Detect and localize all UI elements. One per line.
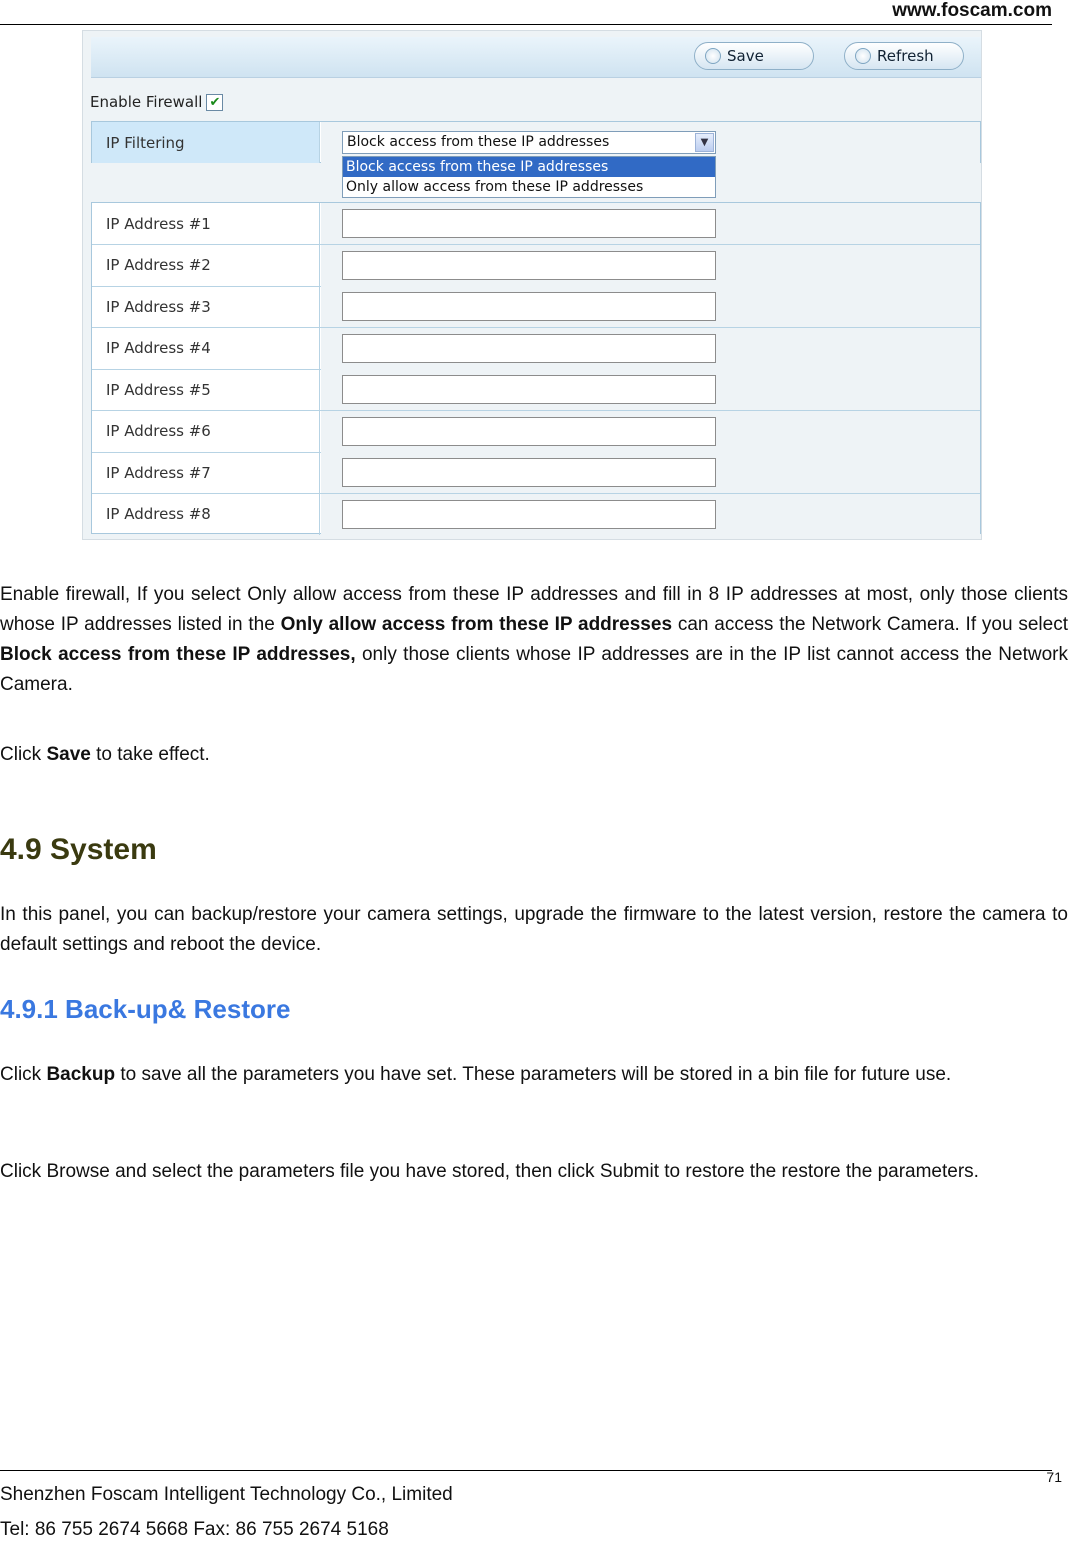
firewall-paragraph: Enable firewall, If you select Only allow access from these IP addresses and fill in 8 IP addresses at most, only those clients whose IP addresses listed in the Only allow access from these IP addresses can access the Network Camera. If you select Block access from these IP addresses, only those clients whose IP addresses are in the IP list cannot access the Network Camera. — [0, 584, 1068, 695]
section-heading: 4.9 System — [0, 833, 157, 866]
ip-address-row — [92, 452, 980, 494]
ip-address-row — [92, 286, 980, 328]
ip-address-table — [91, 202, 981, 534]
system-intro-paragraph: In this panel, you can backup/restore your camera settings, upgrade the firmware to the latest version, restore the camera to default settings and reboot the device. — [0, 904, 1068, 955]
ip-address-label: IP Address #5 — [92, 369, 320, 410]
ip-address-input-8[interactable] — [342, 500, 716, 529]
ip-address-input-3[interactable] — [342, 292, 716, 321]
ip-address-input-1[interactable] — [342, 209, 716, 238]
ip-address-label: IP Address #7 — [92, 452, 320, 493]
refresh-icon — [855, 48, 871, 64]
ip-address-row — [92, 328, 980, 370]
ip-address-input-6[interactable] — [342, 417, 716, 446]
ip-address-row — [92, 245, 980, 287]
ip-address-input-2[interactable] — [342, 251, 716, 280]
firewall-settings-screenshot — [82, 30, 982, 540]
ip-filtering-dropdown — [342, 156, 716, 198]
ip-address-label: IP Address #6 — [92, 411, 320, 452]
option-only-allow[interactable]: Only allow access from these IP addresses — [346, 179, 644, 195]
ip-address-input-5[interactable] — [342, 375, 716, 404]
ip-address-row — [92, 203, 980, 245]
page-number: 71 — [1046, 1469, 1062, 1485]
option-block[interactable]: Block access from these IP addresses — [343, 157, 715, 177]
header-rule — [0, 24, 1052, 25]
ip-address-label: IP Address #2 — [92, 245, 320, 286]
ip-filtering-label: IP Filtering — [92, 122, 320, 163]
footer-rule — [0, 1470, 1052, 1471]
save-button-label: Save — [727, 47, 764, 65]
footer-company: Shenzhen Foscam Intelligent Technology Co., Limited — [0, 1484, 453, 1505]
refresh-button[interactable] — [844, 42, 964, 70]
save-icon — [705, 48, 721, 64]
header-url: www.foscam.com — [892, 0, 1052, 21]
footer-contact: Tel: 86 755 2674 5668 Fax: 86 755 2674 5168 — [0, 1519, 389, 1540]
ip-address-row — [92, 369, 980, 411]
enable-firewall-row — [90, 93, 223, 111]
save-button[interactable] — [694, 42, 814, 70]
ip-address-input-7[interactable] — [342, 458, 716, 487]
enable-firewall-label: Enable Firewall — [90, 93, 203, 111]
toolbar — [91, 37, 981, 78]
refresh-button-label: Refresh — [877, 47, 934, 65]
chevron-down-icon[interactable]: ▼ — [695, 133, 714, 152]
ip-filtering-select[interactable] — [342, 131, 716, 154]
ip-address-label: IP Address #8 — [92, 494, 320, 535]
enable-firewall-checkbox[interactable]: ✔ — [206, 94, 223, 111]
ip-address-label: IP Address #1 — [92, 203, 320, 244]
subsection-heading: 4.9.1 Back-up& Restore — [0, 994, 291, 1024]
save-instruction: Click Save to take effect. — [0, 744, 210, 765]
ip-filtering-selected: Block access from these IP addresses — [347, 134, 610, 150]
ip-address-row — [92, 494, 980, 535]
ip-address-label: IP Address #4 — [92, 328, 320, 369]
ip-address-input-4[interactable] — [342, 334, 716, 363]
ip-address-label: IP Address #3 — [92, 286, 320, 327]
backup-paragraph: Click Backup to save all the parameters you have set. These parameters will be stored in a bin file for future use. — [0, 1064, 952, 1085]
restore-paragraph: Click Browse and select the parameters file you have stored, then click Submit to restore the restore the parameters. — [0, 1161, 979, 1182]
ip-address-row — [92, 411, 980, 453]
